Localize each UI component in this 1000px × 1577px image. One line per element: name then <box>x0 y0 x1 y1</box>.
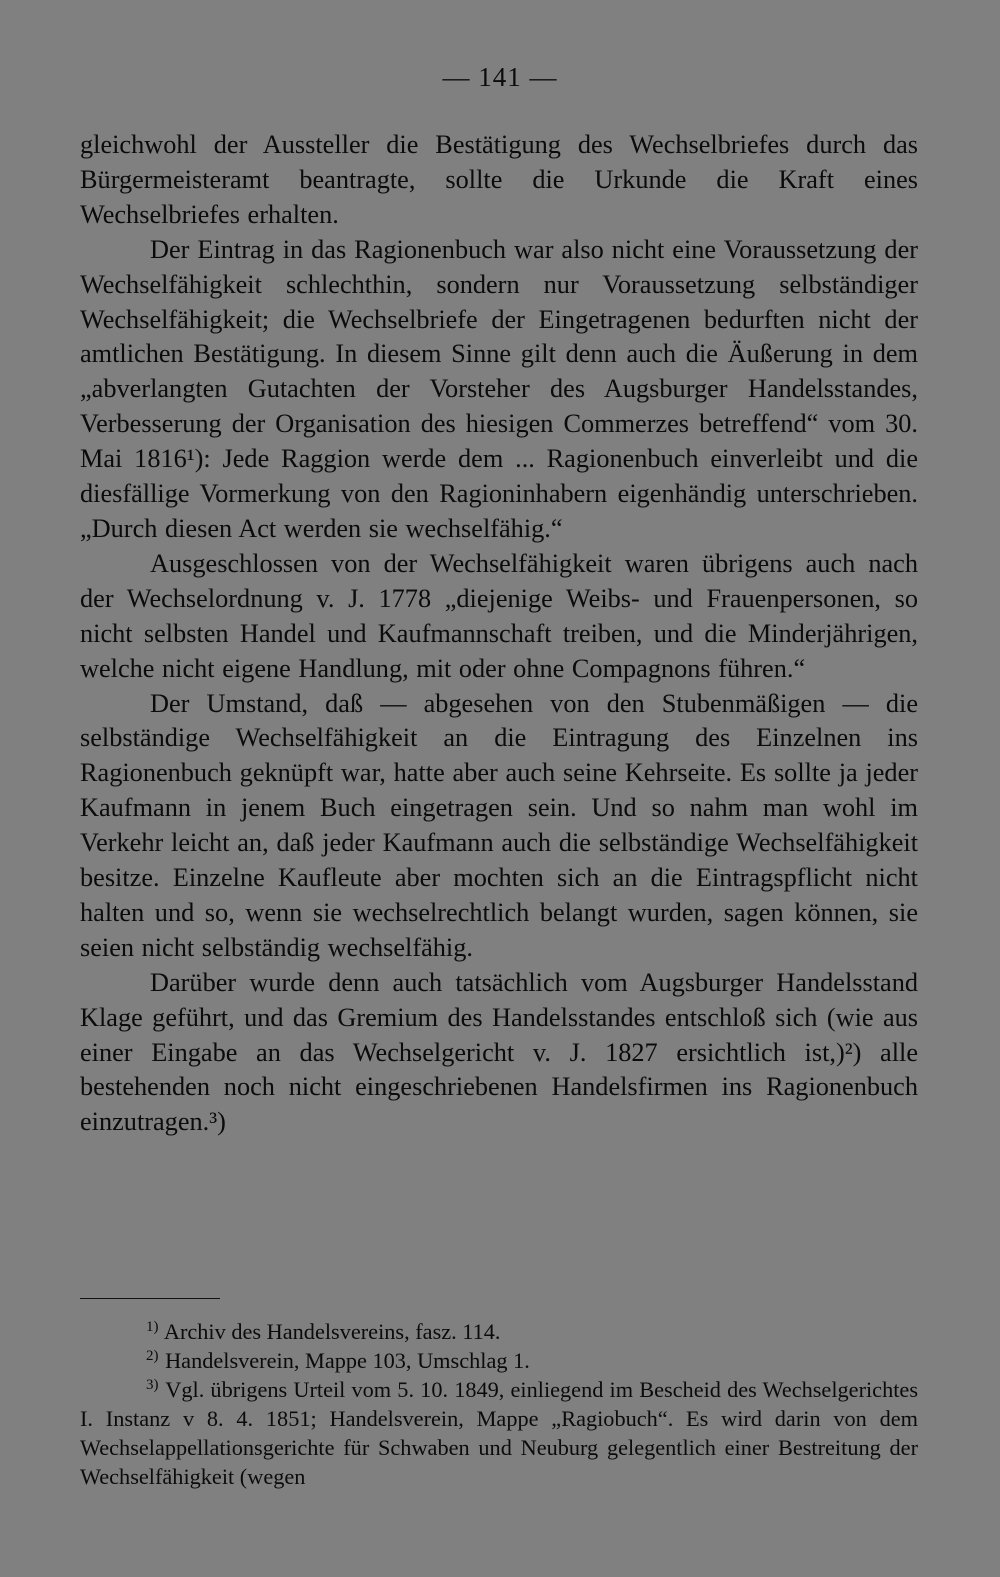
paragraph-darueber: Darüber wurde denn auch tatsächlich vom Augsburger Handelsstand Klage geführt, und das Gremium des Handelsstandes entschloß sich (wie aus einer Eingabe an das Wechselgericht v. J. 1827 ersichtlich ist,)²) alle bestehenden noch nicht eingeschriebenen Handelsfirmen ins Ragionenbuch einzutragen.³) <box>80 967 918 1137</box>
footnotes <box>80 1318 918 1491</box>
footnote-3 <box>80 1376 918 1492</box>
main-text <box>80 128 918 1140</box>
page-number: — 141 — <box>442 62 558 92</box>
footnote-1 <box>80 1318 918 1347</box>
paragraph-continuation: gleichwohl der Aussteller die Bestätigung des Wechselbriefes durch das Bürgermeisteramt beantragte, sollte die Urkunde die Kraft eines Wechselbriefes erhalten. <box>80 130 918 229</box>
footnote-text: Archiv des Handelsvereins, fasz. 114. <box>163 1319 501 1344</box>
footnote-mark: 2) <box>146 1347 159 1364</box>
paragraph-ausgeschlossen: Ausgeschlossen von der Wechselfähigkeit waren übrigens auch nach der Wechselordnung v. J. 1778 „diejenige Weibs- und Frauenpersonen, so nicht selbsten Handel und Kaufmannschaft treiben, und die Minderjährigen, welche nicht eigene Handlung, mit oder ohne Compagnons führen.“ <box>80 548 918 683</box>
footnote-separator <box>80 1298 220 1299</box>
footnote-2 <box>80 1347 918 1376</box>
footnote-mark: 3) <box>146 1376 159 1393</box>
footnote-text: Vgl. übrigens Urteil vom 5. 10. 1849, einliegend im Bescheid des Wechselgerichtes I. Instanz v 8. 4. 1851; Handelsverein, Mappe „Ragiobuch“. Es wird darin von dem Wechselappellationsgerichte für Schwaben und Neuburg gelegentlich einer Bestreitung der Wechselfähigkeit (wegen <box>80 1376 918 1489</box>
paragraph-ragionenbuch: Der Eintrag in das Ragionenbuch war also nicht eine Voraussetzung der Wechselfähigkeit schlechthin, sondern nur Voraussetzung selbständiger Wechselfähigkeit; die Wechselbriefe der Eingetragenen bedurften nicht der amtlichen Bestätigung. In diesem Sinne gilt denn auch die Äußerung in dem „abverlangten Gutachten der Vorsteher des Augsburger Handelsstandes, Verbesserung der Organisation des hiesigen Commerzes betreffend“ vom 30. Mai 1816¹): Jede Raggion werde dem ... Ragionenbuch einverleibt und die diesfällige Vormerkung von den Ragioninhabern eigenhändig unterschrieben. „Durch diesen Act werden sie wechselfähig.“ <box>80 234 918 543</box>
footnote-mark: 1) <box>146 1319 159 1335</box>
footnote-text: Handelsverein, Mappe 103, Umschlag 1. <box>165 1347 530 1373</box>
paragraph-umstand: Der Umstand, daß — abgesehen von den Stubenmäßigen — die selbständige Wechselfähigkeit an die Eintragung des Einzelnen ins Ragionenbuch geknüpft war, hatte aber auch seine Kehrseite. Es sollte ja jeder Kaufmann in jenem Buch eingetragen sein. Und so nahm man wohl im Verkehr leicht an, daß jeder Kaufmann auch die selbständige Wechselfähigkeit besitze. Einzelne Kaufleute aber mochten sich an die Eintragspflicht nicht halten und so, wenn sie wechselrechtlich belangt wurden, sagen können, sie seien nicht selbständig wechselfähig. <box>80 688 918 962</box>
